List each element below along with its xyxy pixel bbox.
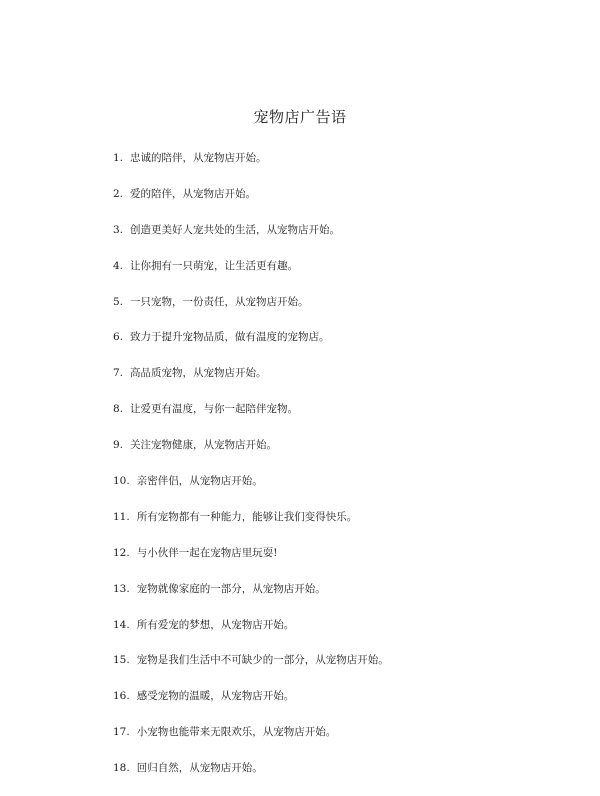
item-number: 3. xyxy=(113,223,124,236)
document-title: 宠物店广告语 xyxy=(253,108,347,126)
item-number: 12. xyxy=(113,546,130,559)
list-item xyxy=(113,294,389,330)
item-number: 16. xyxy=(113,690,130,703)
list-item xyxy=(113,473,389,509)
item-text: 忠诚的陪伴，从宠物店开始。 xyxy=(130,152,267,164)
list-item xyxy=(113,509,389,545)
item-text: 所有宠物都有一种能力，能够让我们变得快乐。 xyxy=(136,510,358,523)
list-item xyxy=(113,222,389,258)
item-text: 让爱更有温度，与你一起陪伴宠物。 xyxy=(130,403,299,416)
item-number: 11. xyxy=(113,510,130,523)
item-text: 让你拥有一只萌宠，让生活更有趣。 xyxy=(130,259,299,272)
item-number: 8. xyxy=(113,403,124,416)
item-number: 10. xyxy=(113,475,130,488)
item-text: 一只宠物，一份责任，从宠物店开始。 xyxy=(130,295,309,308)
item-number: 17. xyxy=(113,726,130,739)
list-item xyxy=(113,258,389,294)
item-number: 1. xyxy=(113,152,124,164)
item-number: 5. xyxy=(113,295,124,308)
item-text: 宠物是我们生活中不可缺少的一部分，从宠物店开始。 xyxy=(136,654,389,667)
list-item xyxy=(113,688,389,724)
item-number: 14. xyxy=(113,618,130,631)
item-number: 18. xyxy=(113,762,130,775)
list-item xyxy=(113,760,389,796)
item-text: 爱的陪伴，从宠物店开始。 xyxy=(130,187,257,200)
item-number: 9. xyxy=(113,439,124,452)
item-text: 与小伙伴一起在宠物店里玩耍! xyxy=(136,546,278,559)
item-text: 致力于提升宠物品质，做有温度的宠物店。 xyxy=(130,331,330,344)
item-text: 高品质宠物，从宠物店开始。 xyxy=(130,367,267,380)
list-item xyxy=(113,401,389,437)
item-number: 6. xyxy=(113,331,124,344)
item-number: 13. xyxy=(113,582,130,595)
item-text: 所有爱宠的梦想，从宠物店开始。 xyxy=(136,618,295,631)
item-number: 7. xyxy=(113,367,124,380)
list-item xyxy=(113,724,389,760)
list-item xyxy=(113,329,389,365)
item-number: 2. xyxy=(113,187,124,200)
list-item xyxy=(113,652,389,688)
item-number: 15. xyxy=(113,654,130,667)
list-item xyxy=(113,617,389,653)
list-item xyxy=(113,365,389,401)
item-text: 宠物就像家庭的一部分，从宠物店开始。 xyxy=(136,582,326,595)
item-text: 回归自然，从宠物店开始。 xyxy=(136,762,263,775)
list-item xyxy=(113,437,389,473)
item-text: 关注宠物健康，从宠物店开始。 xyxy=(130,439,278,452)
item-text: 小宠物也能带来无限欢乐，从宠物店开始。 xyxy=(136,726,337,739)
list-item xyxy=(113,581,389,617)
slogan-list xyxy=(113,150,389,796)
item-number: 4. xyxy=(113,259,124,272)
item-text: 创造更美好人宠共处的生活，从宠物店开始。 xyxy=(130,223,341,236)
list-item xyxy=(113,150,389,186)
item-text: 感受宠物的温暖，从宠物店开始。 xyxy=(136,690,295,703)
list-item xyxy=(113,186,389,222)
item-text: 亲密伴侣，从宠物店开始。 xyxy=(136,475,263,488)
list-item xyxy=(113,545,389,581)
